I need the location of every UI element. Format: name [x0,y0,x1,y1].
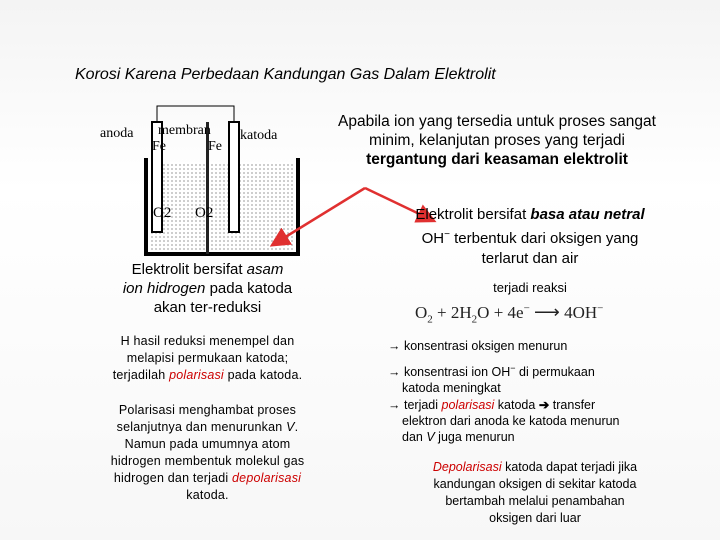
bullet-3: → terjadi polarisasi katoda ➔ transfer elektron dari anoda ke katoda menurun dan V juga menurun [388,398,620,444]
reaction-equation: $O_2 + 2H_2O + 4e^-$ ⟶ 4OH− [415,302,604,326]
arrow-bullet-icon: → [388,365,401,380]
intro-line-1: Apabila ion yang tersedia untuk proses sangat [338,113,656,130]
intro-line-2: minim, kelanjutan proses yang terjadi [369,132,625,149]
membran-label: membran [158,123,211,138]
depolarisasi-block: Depolarisasi katoda dapat terjadi jika kandungan oksigen di sekitar katoda bertambah melalui penambahan oksigen dari luar [432,460,638,525]
bullet-2: → konsentrasi ion OH− di permukaan katoda meningkat [388,363,595,396]
katoda-label: katoda [240,128,278,143]
page-title: Korosi Karena Perbedaan Kandungan Gas Dalam Elektrolit [75,66,496,83]
polarisasi-block: Polarisasi menghambat proses selanjutnya dan menurunkan V. Namun pada umumnya atom hidrogen membentuk molekul gas hidrogen dan terjadi depolarisasi katoda. [110,403,305,502]
fe-cathode-label: Fe [208,139,222,154]
arrow-bullet-icon: → [388,339,401,353]
hydrogen-block: H hasil reduksi menempel dan melapisi permukaan katoda; terjadilah polarisasi pada katoda. [112,334,303,382]
bullet-1: → konsentrasi oksigen menurun [388,339,568,353]
arrow-bullet-icon: → [388,398,401,412]
basa-block: Elektrolit bersifat basa atau netral OH− terbentuk dari oksigen yang terlarut dan air [415,206,645,267]
acid-block: Elektrolit bersifat asam ion hidrogen pada katoda akan ter-reduksi [122,261,293,316]
intro-line-3: tergantung dari keasaman elektrolit [366,151,628,168]
o2-anode-label: O2 [153,205,172,221]
reaction-arrow: ⟶ [534,302,560,322]
o2-cathode-label: O2 [195,205,214,221]
arrow-to-acid [274,188,365,244]
fe-anode-label: Fe [152,139,166,154]
anoda-label: anoda [100,126,134,141]
bold-arrow-icon: ➔ [538,398,550,412]
reaksi-label: terjadi reaksi [493,280,567,295]
